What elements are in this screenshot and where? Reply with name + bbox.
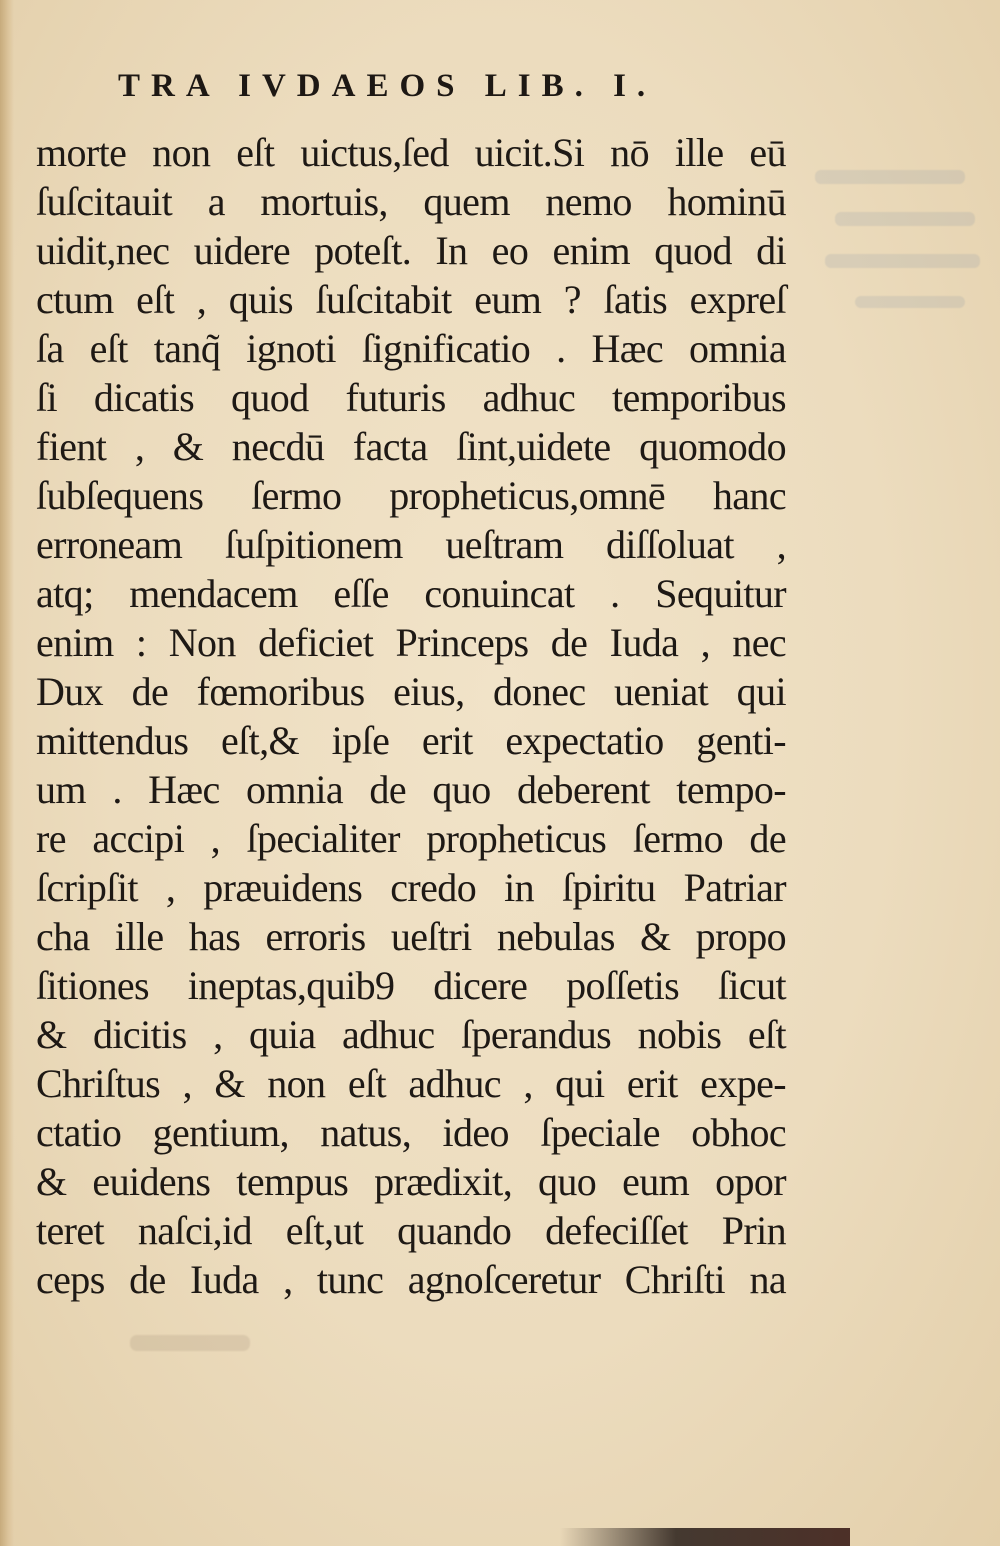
body-text: [36, 128, 786, 1304]
text-line: ſitiones ineptas,quib9 dicere poſſetis ſicut: [36, 963, 786, 1008]
text-line: ſi dicatis quod futuris adhuc temporibus: [36, 375, 786, 420]
text-line: enim : Non deficiet Princeps de Iuda , nec: [36, 620, 786, 665]
text-line: cha ille has erroris ueſtri nebulas & propo: [36, 914, 786, 959]
text-line: ctum eſt , quis ſuſcitabit eum ? ſatis expreſ: [36, 277, 786, 322]
text-line: mittendus eſt,& ipſe erit expectatio genti-: [36, 718, 786, 763]
text-line: ſcripſit , præuidens credo in ſpiritu Patriar: [36, 865, 786, 910]
text-line: Chriſtus , & non eſt adhuc , qui erit expe-: [36, 1061, 786, 1106]
bottom-edge-stain: [560, 1528, 850, 1546]
text-line: re accipi , ſpecialiter propheticus ſermo de: [36, 816, 786, 861]
running-header: TRA IVDAEOS LIB. I.: [118, 68, 657, 104]
text-line: & euidens tempus prædixit, quo eum opor: [36, 1159, 786, 1204]
text-line: erroneam ſuſpitionem ueſtram diſſoluat ,: [36, 522, 786, 567]
page-gutter-edge: [0, 0, 14, 1546]
text-line: fient , & necdū facta ſint,uidete quomodo: [36, 424, 786, 469]
text-line: ſa eſt tanq̃ ignoti ſignificatio . Hæc omnia: [36, 326, 786, 371]
text-line: ſubſequens ſermo propheticus,omnē hanc: [36, 473, 786, 518]
bleed-through-bottom: [60, 1325, 260, 1365]
text-line: morte non eſt uictus,ſed uicit.Si nō ille eū: [36, 130, 786, 175]
text-line: um . Hæc omnia de quo deberent tempo-: [36, 767, 786, 812]
text-line: & dicitis , quia adhuc ſperandus nobis eſt: [36, 1012, 786, 1057]
text-line: uidit,nec uidere poteſt. In eo enim quod di: [36, 228, 786, 273]
text-line: ſuſcitauit a mortuis, quem nemo hominū: [36, 179, 786, 224]
bleed-through-bottom-marks: [60, 1325, 260, 1365]
text-line: Dux de fœmoribus eius, donec ueniat qui: [36, 669, 786, 714]
text-line: ctatio gentium, natus, ideo ſpeciale obhoc: [36, 1110, 786, 1155]
bleed-through-marks: [805, 150, 995, 320]
text-line: atq; mendacem eſſe conuincat . Sequitur: [36, 571, 786, 616]
text-line: teret naſci,id eſt,ut quando defeciſſet Prin: [36, 1208, 786, 1253]
text-line: ceps de Iuda , tunc agnoſceretur Chriſti na: [36, 1257, 786, 1302]
bleed-through-text: [805, 150, 995, 320]
